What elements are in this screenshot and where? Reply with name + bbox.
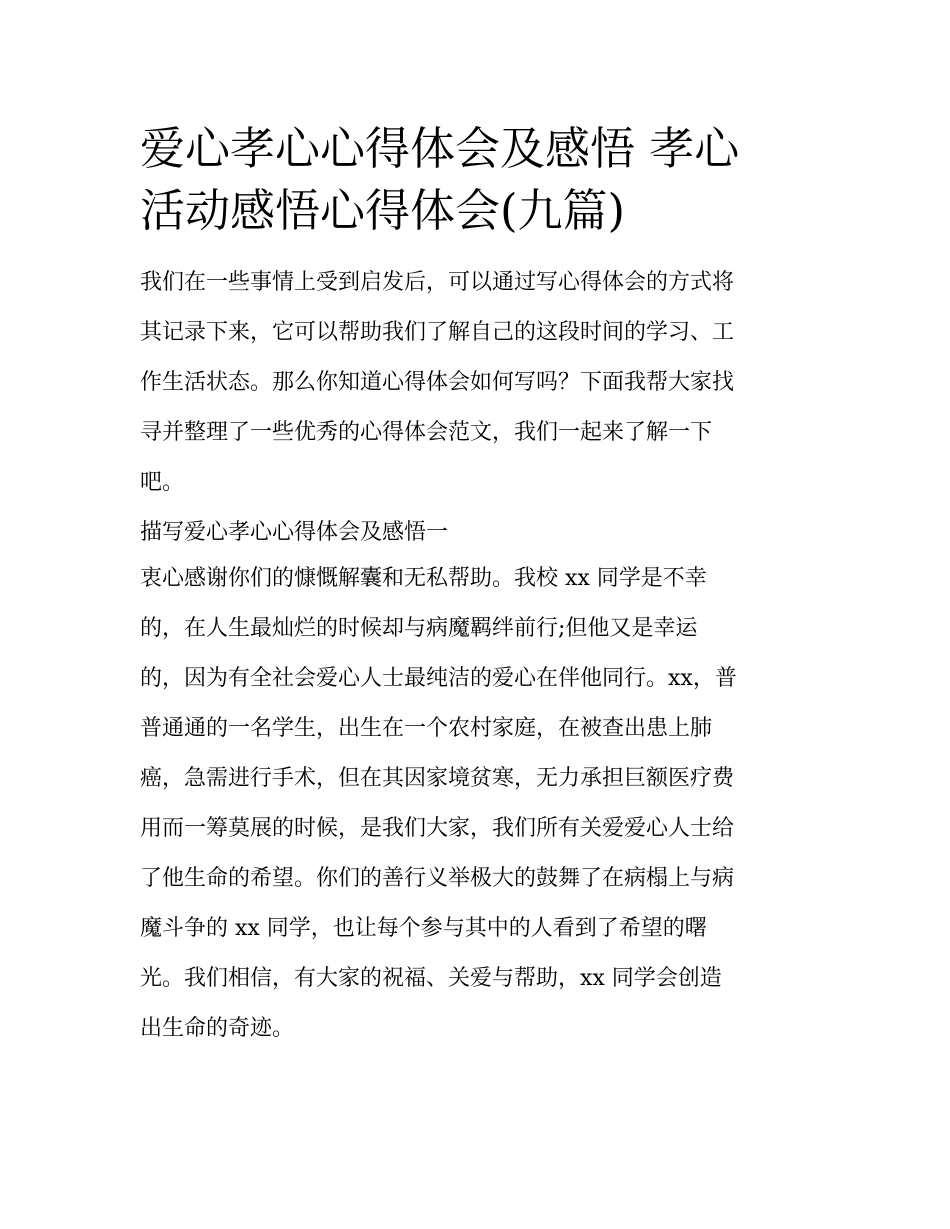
body-line: 普通通的一名学生，出生在一个农村家庭，在被查出患上肺 xyxy=(140,716,713,741)
section-heading: 描写爱心孝心心得体会及感悟一 xyxy=(140,520,449,545)
intro-line: 我们在一些事情上受到启发后，可以通过写心得体会的方式将 xyxy=(140,270,735,295)
document-title xyxy=(140,118,812,242)
body-line: 癌，急需进行手术，但在其因家境贫寒，无力承担巨额医疗费 xyxy=(140,766,735,791)
body-line: 的，因为有全社会爱心人士最纯洁的爱心在伴他同行。xx，普 xyxy=(140,666,737,691)
intro-line: 作生活状态。那么你知道心得体会如何写吗？下面我帮大家找 xyxy=(140,370,735,395)
intro-line: 其记录下来，它可以帮助我们了解自己的这段时间的学习、工 xyxy=(140,320,735,345)
body-paragraph xyxy=(140,562,812,1046)
intro-paragraph xyxy=(140,266,812,500)
body-line: 出生命的奇迹。 xyxy=(140,1016,295,1041)
title-line: 爱心孝心心得体会及感悟 孝心 xyxy=(140,122,740,175)
body-line: 魔斗争的 xx 同学，也让每个参与其中的人看到了希望的曙 xyxy=(140,916,707,941)
body-line: 衷心感谢你们的慷慨解囊和无私帮助。我校 xx 同学是不幸 xyxy=(140,566,707,591)
body-line: 的，在人生最灿烂的时候却与病魔羁绊前行;但他又是幸运 xyxy=(140,616,698,641)
title-line: 活动感悟心得体会(九篇) xyxy=(140,184,626,237)
intro-line: 寻并整理了一些优秀的心得体会范文，我们一起来了解一下 xyxy=(140,420,713,445)
body-line: 了他生命的希望。你们的善行义举极大的鼓舞了在病榻上与病 xyxy=(140,866,735,891)
body-line: 光。我们相信，有大家的祝福、关爱与帮助，xx 同学会创造 xyxy=(140,966,722,991)
document-content xyxy=(140,118,812,1062)
intro-line: 吧。 xyxy=(140,470,185,495)
body-line: 用而一筹莫展的时候，是我们大家，我们所有关爱爱心人士给 xyxy=(140,816,735,841)
